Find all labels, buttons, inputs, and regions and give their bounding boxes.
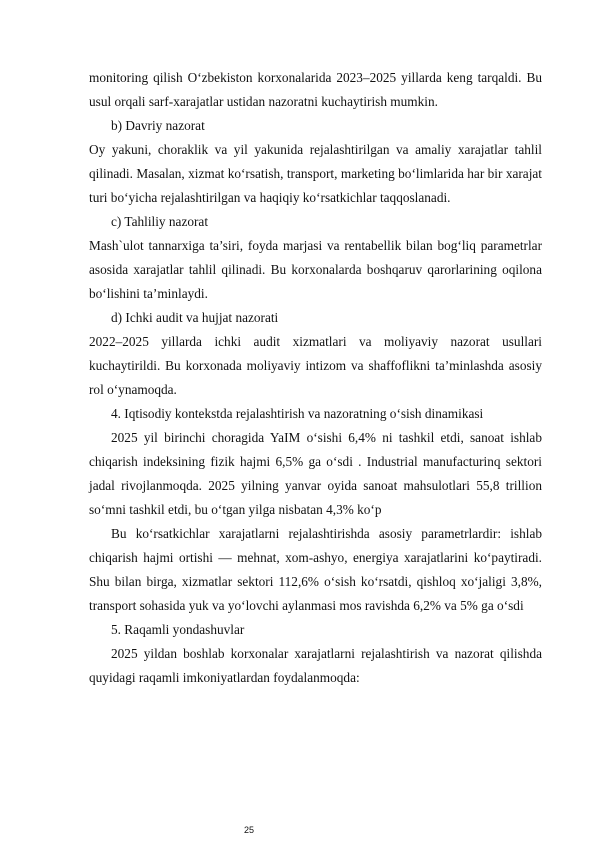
document-body — [89, 66, 542, 690]
paragraph-monitoring: monitoring qilish O‘zbekiston korxonalarida 2023–2025 yillarda keng tarqaldi. Bu usul orqali sarf-xarajatlar ustidan nazoratni kuchaytirish mumkin. — [89, 70, 542, 109]
paragraph-ichki-audit: 2022–2025 yillarda ichki audit xizmatlari va moliyaviy nazorat usullari kuchaytirildi. Bu korxonada moliyaviy intizom va shaffoflikni ta’minlashda asosiy rol o‘ynamoqda. — [89, 334, 542, 397]
heading-tahliliy-nazorat: c) Tahliliy nazorat — [111, 214, 209, 229]
heading-section-4: 4. Iqtisodiy kontekstda rejalashtirish va nazoratning o‘sish dinamikasi — [111, 406, 484, 421]
paragraph-parameters: Bu ko‘rsatkichlar xarajatlarni rejalashtirishda asosiy parametrlardir: ishlab chiqarish hajmi ortishi — mehnat, xom-ashyo, energiya xarajatlarini ko‘paytiradi. Shu bilan birga, xizmatlar sektori 112,6% o‘sish ko‘rsatdi, qishloq xo‘jaligi 3,8%, transport sohasida yuk va yo‘lovchi aylanmasi mos ravishda 6,2% va 5% ga o‘sdi — [89, 526, 542, 613]
paragraph-davriy-nazorat: Oy yakuni, choraklik va yil yakunida rejalashtirilgan va amaliy xarajatlar tahlil qilinadi. Masalan, xizmat ko‘rsatish, transport, marketing bo‘limlarida har bir xarajat turi bo‘yicha rejalashtirilgan va haqiqiy ko‘rsatkichlar taqqoslanadi. — [89, 142, 542, 205]
heading-davriy-nazorat: b) Davriy nazorat — [111, 118, 205, 133]
heading-section-5: 5. Raqamli yondashuvlar — [111, 622, 245, 637]
paragraph-digital-approaches: 2025 yildan boshlab korxonalar xarajatlarni rejalashtirish va nazorat qilishda quyidagi raqamli imkoniyatlardan foydalanmoqda: — [89, 646, 542, 685]
paragraph-tahliliy-nazorat: Mash`ulot tannarxiga ta’siri, foyda marjasi va rentabellik bilan bog‘liq parametrlar asosida xarajatlar tahlil qilinadi. Bu korxonalarda boshqaruv qarorlarining oqilona bo‘lishini ta’minlaydi. — [89, 238, 542, 301]
heading-ichki-audit: d) Ichki audit va hujjat nazorati — [111, 310, 279, 325]
paragraph-yaim-growth: 2025 yil birinchi choragida YaIM o‘sishi 6,4% ni tashkil etdi, sanoat ishlab chiqarish indeksining fizik hajmi 6,5% ga o‘sdi . Industrial manufacturinq sektori jadal rivojlanmoqda. 2025 yilning yanvar oyida sanoat mahsulotlari 55,8 trillion so‘mni tashkil etdi, bu o‘tgan yilga nisbatan 4,3% ko‘p — [89, 430, 542, 517]
page-number: 25 — [244, 825, 255, 835]
